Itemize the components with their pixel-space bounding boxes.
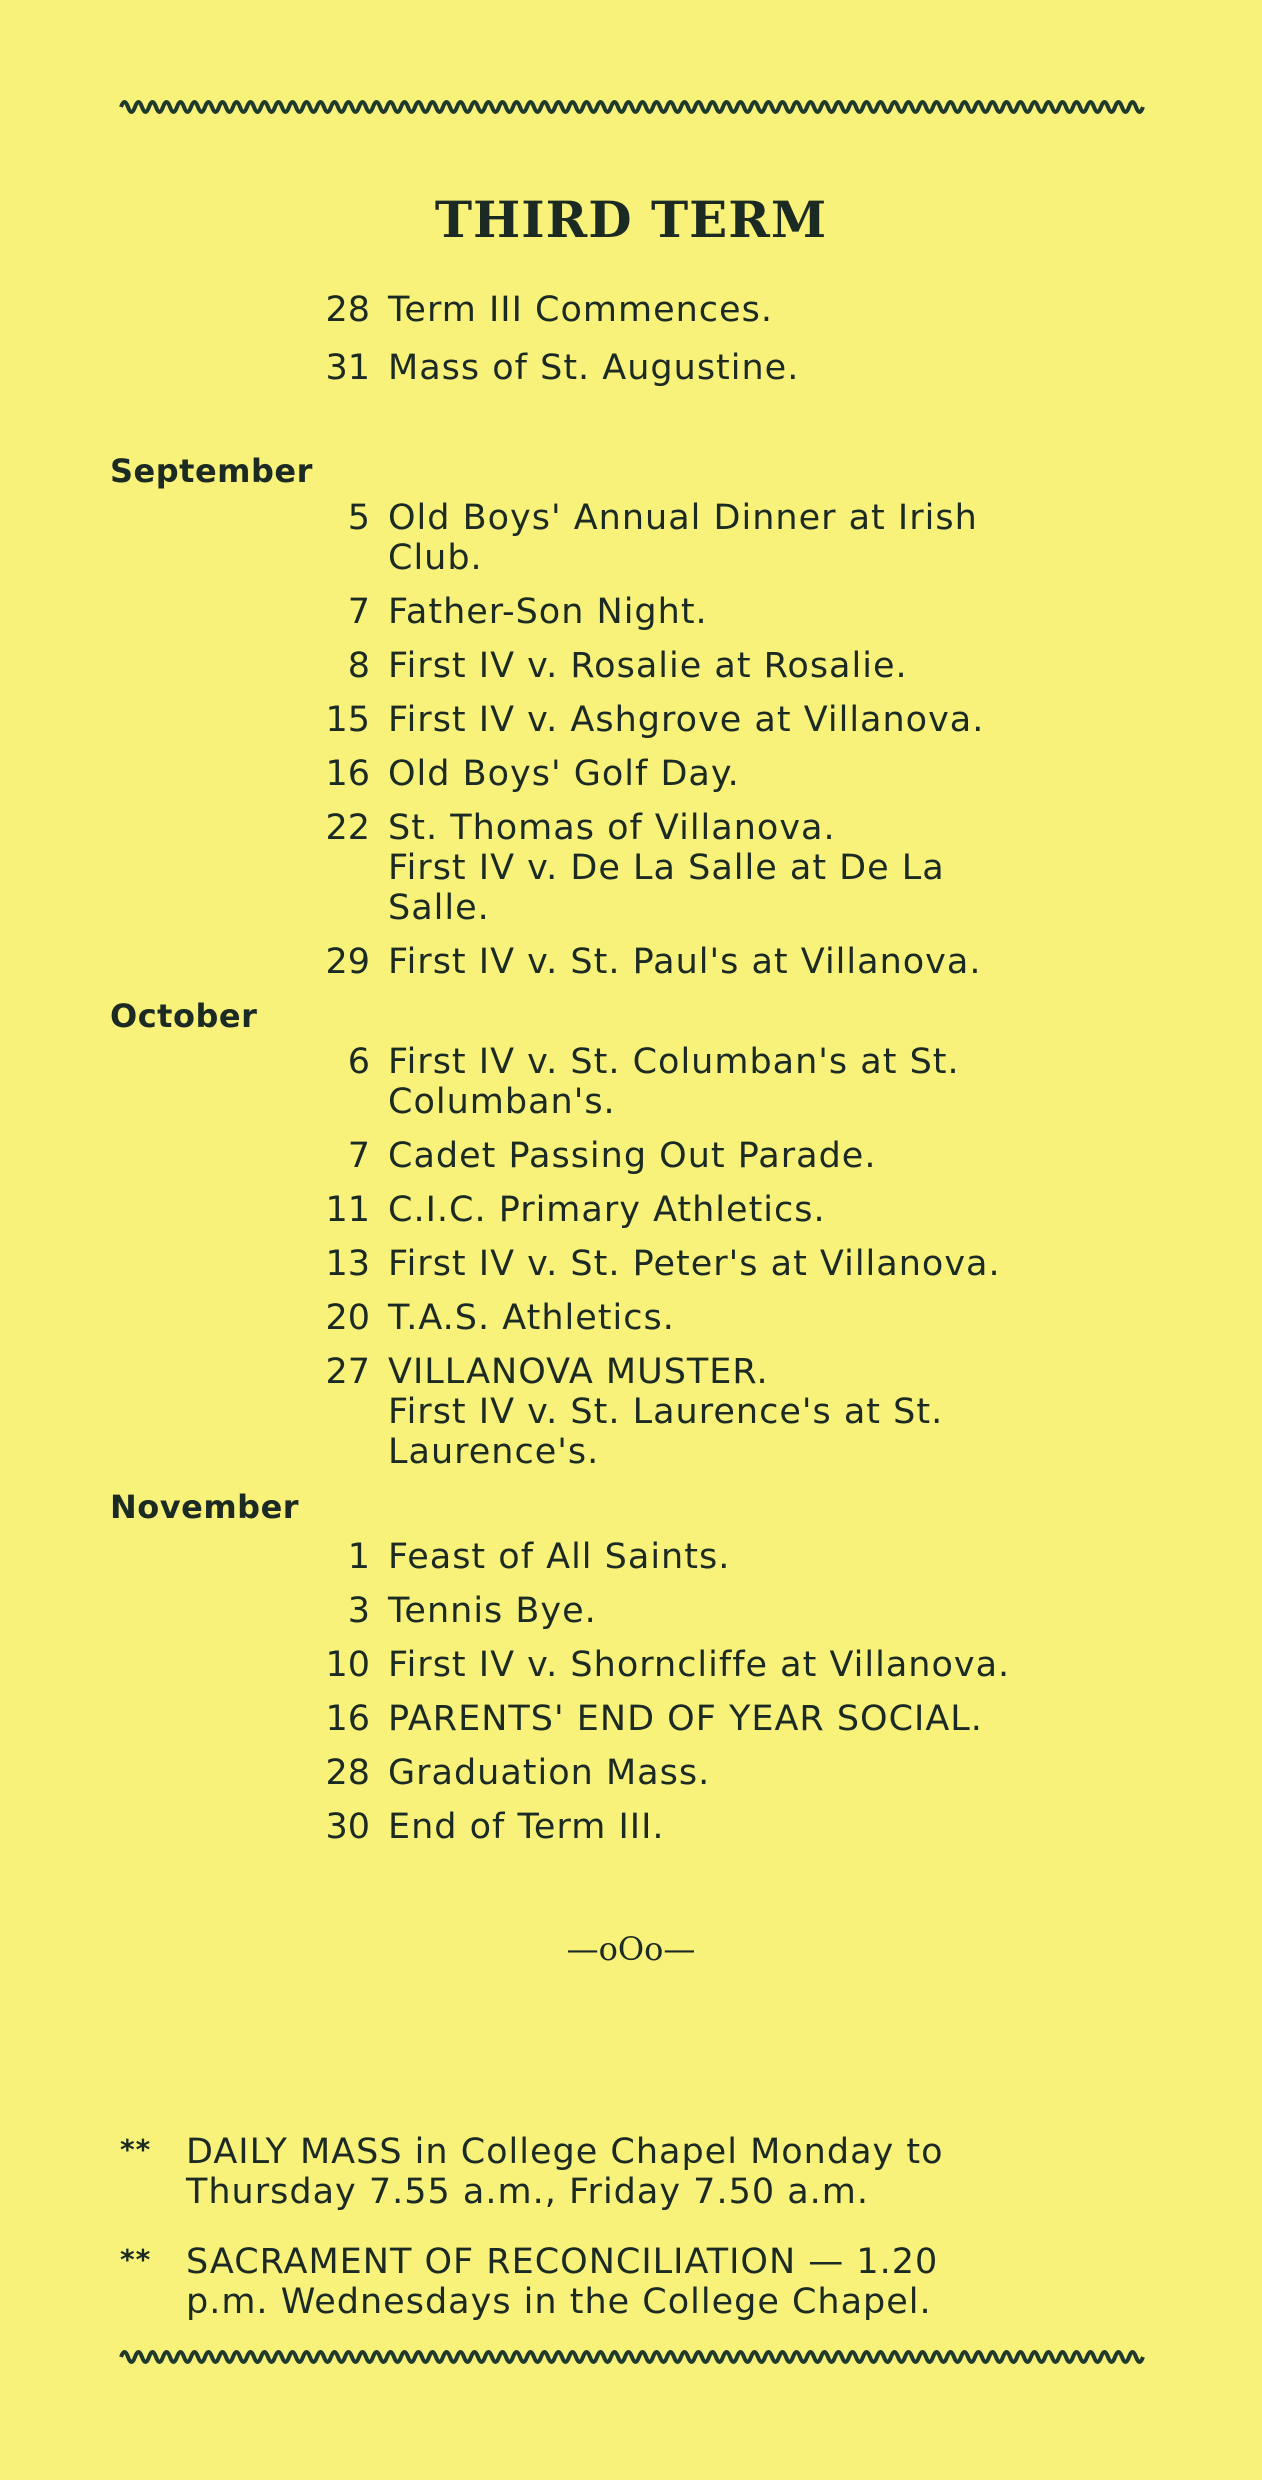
entry-text: Old Boys' Annual Dinner at Irish <box>388 498 978 538</box>
list-item <box>300 1645 1160 1685</box>
list-item <box>300 348 1160 388</box>
list-item <box>300 290 1160 330</box>
entry-text: First IV v. Rosalie at Rosalie. <box>388 646 908 686</box>
entry-day: 8 <box>347 646 370 686</box>
entry-text: First IV v. Shorncliffe at Villanova. <box>388 1645 1011 1685</box>
entry-text: End of Term III. <box>388 1807 665 1847</box>
entry-text: Old Boys' Golf Day. <box>388 754 740 794</box>
list-item <box>300 1298 1160 1338</box>
entry-day: 7 <box>347 592 370 632</box>
entry-text: Tennis Bye. <box>388 1591 597 1631</box>
list-item <box>300 754 1160 794</box>
entry-day: 6 <box>347 1042 370 1082</box>
note-text: SACRAMENT OF RECONCILIATION — 1.20 <box>186 2242 939 2282</box>
entry-text: PARENTS' END OF YEAR SOCIAL. <box>388 1699 983 1739</box>
list-item <box>300 1537 1160 1577</box>
entry-text: Columban's. <box>388 1082 616 1122</box>
entry-day: 30 <box>325 1807 370 1847</box>
wavy-line-bottom <box>118 2342 1154 2372</box>
october-entries <box>300 1042 1160 1472</box>
note-bullet: ** <box>120 2243 152 2276</box>
list-item <box>300 1244 1160 1284</box>
list-item <box>300 1136 1160 1176</box>
entry-text: Feast of All Saints. <box>388 1537 731 1577</box>
list-item <box>300 1807 1160 1847</box>
note-daily-mass <box>122 2132 1172 2212</box>
list-item <box>300 1190 1160 1230</box>
entry-text: T.A.S. Athletics. <box>388 1298 675 1338</box>
wavy-border-bottom <box>118 2342 1154 2372</box>
list-item <box>300 700 1160 740</box>
wavy-border-top <box>118 92 1154 122</box>
list-item <box>300 1753 1160 1793</box>
entry-day: 22 <box>325 808 370 848</box>
september-entries <box>300 498 1160 982</box>
entry-text: Salle. <box>388 888 490 928</box>
entry-day: 27 <box>325 1352 370 1392</box>
entry-text: Club. <box>388 538 483 578</box>
list-item <box>300 1699 1160 1739</box>
entry-day: 28 <box>325 290 370 330</box>
entry-day: 10 <box>325 1645 370 1685</box>
entry-day: 1 <box>347 1537 370 1577</box>
entry-day: 31 <box>325 348 370 388</box>
page-title: THIRD TERM <box>434 190 828 249</box>
entry-day: 20 <box>325 1298 370 1338</box>
wavy-line-top <box>118 92 1154 122</box>
entry-text: Graduation Mass. <box>388 1753 711 1793</box>
entry-text: Term III Commences. <box>388 290 773 330</box>
entry-day: 11 <box>325 1190 370 1230</box>
section-heading-november: November <box>110 1488 300 1526</box>
entry-day: 3 <box>347 1591 370 1631</box>
entry-day: 28 <box>325 1753 370 1793</box>
section-heading-october: October <box>110 997 258 1035</box>
entry-text: First IV v. St. Columban's at St. <box>388 1042 960 1082</box>
entry-day: 16 <box>325 754 370 794</box>
november-entries <box>300 1537 1160 1847</box>
entry-day: 15 <box>325 700 370 740</box>
section-heading-september: September <box>110 452 313 490</box>
entry-text: First IV v. St. Paul's at Villanova. <box>388 942 982 982</box>
list-item <box>300 592 1160 632</box>
entry-text: First IV v. Ashgrove at Villanova. <box>388 700 985 740</box>
list-item <box>300 1352 1160 1472</box>
entry-text: First IV v. St. Peter's at Villanova. <box>388 1244 1001 1284</box>
separator: —oOo— <box>566 1930 696 1968</box>
list-item <box>300 942 1160 982</box>
list-item <box>300 1042 1160 1122</box>
entry-text: VILLANOVA MUSTER. <box>388 1352 769 1392</box>
entry-text: Laurence's. <box>388 1432 600 1472</box>
note-text: p.m. Wednesdays in the College Chapel. <box>186 2282 932 2322</box>
list-item <box>300 1591 1160 1631</box>
entry-text: Cadet Passing Out Parade. <box>388 1136 877 1176</box>
intro-entries <box>300 290 1160 388</box>
entry-text: C.I.C. Primary Athletics. <box>388 1190 826 1230</box>
note-reconciliation <box>122 2242 1172 2322</box>
list-item <box>300 646 1160 686</box>
entry-text: Mass of St. Augustine. <box>388 348 800 388</box>
entry-day: 16 <box>325 1699 370 1739</box>
entry-text: First IV v. De La Salle at De La <box>388 848 945 888</box>
entry-day: 5 <box>347 498 370 538</box>
note-text: Thursday 7.55 a.m., Friday 7.50 a.m. <box>186 2172 870 2212</box>
entry-text: First IV v. St. Laurence's at St. <box>388 1392 944 1432</box>
note-text: DAILY MASS in College Chapel Monday to <box>186 2132 944 2172</box>
list-item <box>300 498 1160 578</box>
entry-day: 29 <box>325 942 370 982</box>
list-item <box>300 808 1160 928</box>
note-bullet: ** <box>120 2133 152 2166</box>
entry-day: 7 <box>347 1136 370 1176</box>
entry-day: 13 <box>325 1244 370 1284</box>
entry-text: St. Thomas of Villanova. <box>388 808 836 848</box>
entry-text: Father-Son Night. <box>388 592 708 632</box>
